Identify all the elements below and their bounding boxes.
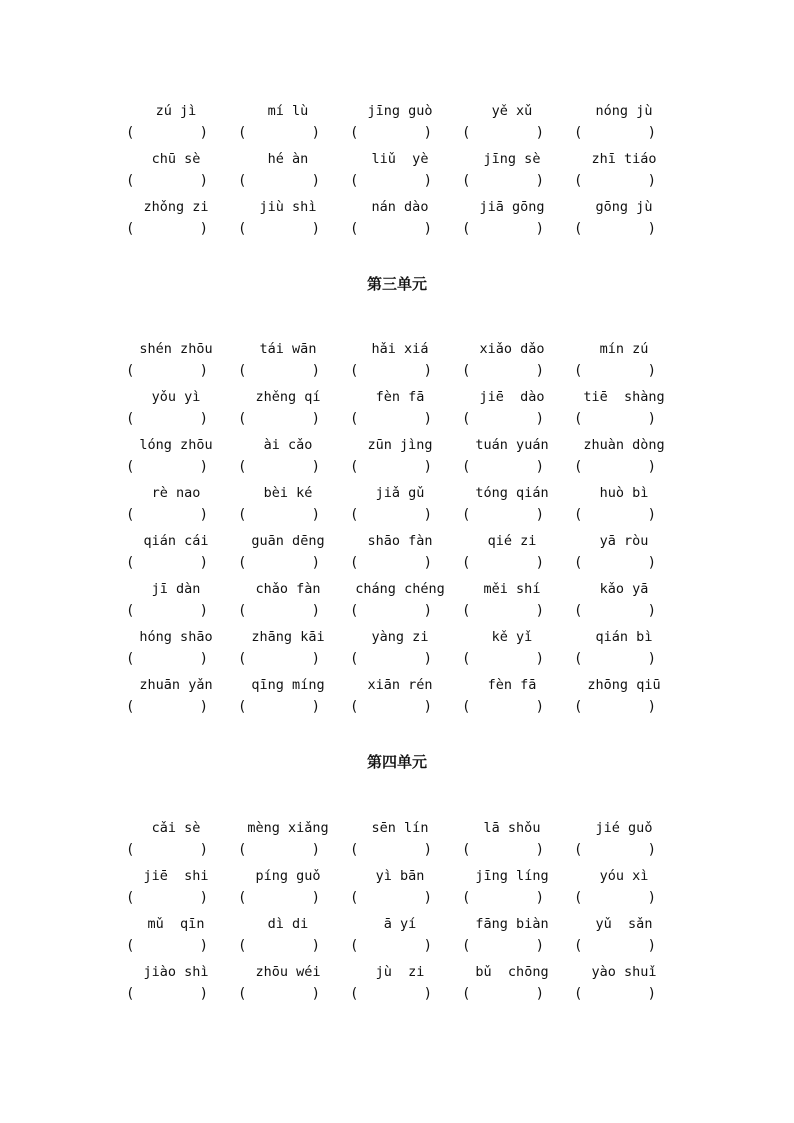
pinyin-item [344,867,456,915]
pinyin-item [344,436,456,484]
answer-blank[interactable]: ( ) [350,842,432,858]
pinyin-text: yǒu yì [151,389,201,405]
pinyin-item [232,436,344,484]
pinyin-item [568,963,680,1011]
pinyin-item [568,867,680,915]
pinyin-item [456,484,568,532]
answer-blank[interactable]: ( ) [238,173,320,189]
pinyin-item [344,580,456,628]
pinyin-item [456,150,568,198]
answer-blank[interactable]: ( ) [574,555,656,571]
pinyin-item [120,915,232,963]
pinyin-item [344,676,456,724]
answer-blank[interactable]: ( ) [126,363,208,379]
pinyin-text: mǔ qīn [147,916,205,932]
pinyin-row [120,102,668,150]
pinyin-item [120,676,232,724]
unit-4-heading: 第四单元 [366,753,427,771]
answer-blank[interactable]: ( ) [462,890,544,906]
pinyin-text: huò bì [599,485,649,501]
answer-blank[interactable]: ( ) [126,173,208,189]
answer-blank[interactable]: ( ) [126,603,208,619]
pinyin-text: bèi ké [263,485,313,501]
pinyin-row [120,628,668,676]
answer-blank[interactable]: ( ) [462,363,544,379]
pinyin-item [232,532,344,580]
pinyin-text: fèn fā [375,389,425,405]
pinyin-text: lóng zhōu [139,437,213,453]
pinyin-item [344,102,456,150]
answer-blank[interactable]: ( ) [350,459,432,475]
answer-blank[interactable]: ( ) [126,699,208,715]
answer-blank[interactable]: ( ) [126,125,208,141]
pinyin-text: ā yí [383,916,417,932]
answer-blank[interactable]: ( ) [126,459,208,475]
pinyin-item [344,628,456,676]
pinyin-text: jī dàn [151,581,201,597]
pinyin-text: lā shǒu [483,820,541,836]
pinyin-text: chū sè [151,151,201,167]
answer-blank[interactable]: ( ) [350,986,432,1002]
pinyin-text: hǎi xiá [371,341,429,357]
answer-blank[interactable]: ( ) [462,555,544,571]
pinyin-text: zú jì [155,103,197,119]
pinyin-item [344,198,456,246]
answer-blank[interactable]: ( ) [574,699,656,715]
pinyin-item [232,484,344,532]
answer-blank[interactable]: ( ) [350,938,432,954]
pinyin-text: gōng jù [595,199,653,215]
pinyin-text: yàng zi [371,629,429,645]
pinyin-item [344,819,456,867]
pinyin-text: jiē shi [143,868,209,884]
pinyin-text: zhuān yǎn [139,677,213,693]
pinyin-item [568,484,680,532]
answer-blank[interactable]: ( ) [238,651,320,667]
answer-blank[interactable]: ( ) [126,411,208,427]
answer-blank[interactable]: ( ) [574,603,656,619]
answer-blank[interactable]: ( ) [350,890,432,906]
pinyin-text: mèng xiǎng [247,820,329,836]
pinyin-item [344,532,456,580]
pinyin-item [568,150,680,198]
answer-blank[interactable]: ( ) [574,173,656,189]
pinyin-item [120,819,232,867]
pinyin-item [344,963,456,1011]
answer-blank[interactable]: ( ) [350,699,432,715]
pinyin-text: yào shuǐ [591,964,657,980]
answer-blank[interactable]: ( ) [238,842,320,858]
answer-blank[interactable]: ( ) [462,603,544,619]
answer-blank[interactable]: ( ) [238,459,320,475]
pinyin-text: yǔ sǎn [595,916,653,932]
pinyin-item [120,102,232,150]
pinyin-text: chǎo fàn [255,581,321,597]
pinyin-row [120,150,668,198]
pinyin-text: qián cái [143,533,209,549]
pinyin-text: shāo fàn [367,533,433,549]
pinyin-text: hóng shāo [139,629,213,645]
answer-blank[interactable]: ( ) [238,221,320,237]
pinyin-text: bǔ chōng [475,964,549,980]
pinyin-item [568,436,680,484]
answer-blank[interactable]: ( ) [574,507,656,523]
pinyin-item [568,198,680,246]
pinyin-item [120,484,232,532]
pinyin-item [456,388,568,436]
pinyin-item [456,963,568,1011]
answer-blank[interactable]: ( ) [350,651,432,667]
answer-blank[interactable]: ( ) [574,890,656,906]
answer-blank[interactable]: ( ) [350,411,432,427]
pinyin-text: cǎi sè [151,820,201,836]
pinyin-row [120,676,668,724]
pinyin-text: tuán yuán [475,437,549,453]
pinyin-text: měi shí [483,581,541,597]
pinyin-item [232,676,344,724]
pinyin-text: nán dào [371,199,429,215]
pinyin-item [232,388,344,436]
pinyin-text: zhōu wéi [255,964,321,980]
pinyin-text: rè nao [151,485,201,501]
pinyin-item [120,963,232,1011]
answer-blank[interactable]: ( ) [574,651,656,667]
pinyin-item [232,628,344,676]
pinyin-item [456,628,568,676]
pinyin-item [120,198,232,246]
pinyin-item [120,867,232,915]
pinyin-text: jié guǒ [595,820,653,836]
answer-blank[interactable]: ( ) [126,651,208,667]
pinyin-row [120,484,668,532]
pinyin-text: zhāng kāi [251,629,325,645]
pinyin-text: jīng líng [475,868,549,884]
answer-blank[interactable]: ( ) [462,938,544,954]
pinyin-item [568,102,680,150]
answer-blank[interactable]: ( ) [350,603,432,619]
pinyin-text: kǎo yā [599,581,649,597]
pinyin-item [456,340,568,388]
answer-blank[interactable]: ( ) [126,842,208,858]
pinyin-text: liǔ yè [371,151,429,167]
pinyin-item [120,388,232,436]
pinyin-item [568,388,680,436]
pinyin-item [568,580,680,628]
unit-3-heading: 第三单元 [366,275,427,293]
pinyin-text: guān dēng [251,533,325,549]
answer-blank[interactable]: ( ) [574,363,656,379]
pinyin-text: jiē dào [479,389,545,405]
pinyin-item [232,867,344,915]
pinyin-item [120,340,232,388]
pinyin-text: jiǎ gǔ [375,485,425,501]
pinyin-text: zhǒng zi [143,199,209,215]
pinyin-item [456,915,568,963]
pinyin-text: zhī tiáo [591,151,657,167]
pinyin-item [232,150,344,198]
answer-blank[interactable]: ( ) [574,125,656,141]
answer-blank[interactable]: ( ) [574,986,656,1002]
answer-blank[interactable]: ( ) [350,173,432,189]
answer-blank[interactable]: ( ) [238,986,320,1002]
answer-blank[interactable]: ( ) [462,986,544,1002]
pinyin-item [232,340,344,388]
answer-blank[interactable]: ( ) [462,699,544,715]
answer-blank[interactable]: ( ) [350,555,432,571]
answer-blank[interactable]: ( ) [238,890,320,906]
answer-blank[interactable]: ( ) [126,221,208,237]
answer-blank[interactable]: ( ) [126,555,208,571]
answer-blank[interactable]: ( ) [126,507,208,523]
answer-blank[interactable]: ( ) [126,890,208,906]
pinyin-item [120,532,232,580]
pinyin-text: fāng biàn [475,916,549,932]
answer-blank[interactable]: ( ) [462,221,544,237]
pinyin-text: yóu xì [599,868,649,884]
pinyin-text: jù zi [375,964,425,980]
answer-blank[interactable]: ( ) [462,411,544,427]
pinyin-text: mí lù [267,103,309,119]
pinyin-text: zūn jìng [367,437,433,453]
pinyin-text: sēn lín [371,820,429,836]
pinyin-item [456,436,568,484]
answer-blank[interactable]: ( ) [462,651,544,667]
pinyin-item [232,580,344,628]
pinyin-text: fèn fā [487,677,537,693]
answer-blank[interactable]: ( ) [462,507,544,523]
pinyin-text: jiào shì [143,964,209,980]
pinyin-row [120,915,668,963]
answer-blank[interactable]: ( ) [238,363,320,379]
pinyin-item [344,484,456,532]
pinyin-row [120,340,668,388]
pinyin-text: yā ròu [599,533,649,549]
pinyin-item [232,198,344,246]
answer-blank[interactable]: ( ) [238,938,320,954]
answer-blank[interactable]: ( ) [238,603,320,619]
answer-blank[interactable]: ( ) [574,459,656,475]
answer-blank[interactable]: ( ) [238,507,320,523]
pinyin-text: qián bì [595,629,653,645]
answer-blank[interactable]: ( ) [126,938,208,954]
pinyin-row [120,198,668,246]
answer-blank[interactable]: ( ) [574,411,656,427]
answer-blank[interactable]: ( ) [462,842,544,858]
pinyin-text: shén zhōu [139,341,213,357]
pinyin-row [120,388,668,436]
pinyin-text: píng guǒ [255,868,321,884]
pinyin-text: jīng guò [367,103,433,119]
pinyin-text: jīng sè [483,151,541,167]
pinyin-item [568,819,680,867]
pinyin-item [456,867,568,915]
pinyin-item [568,915,680,963]
pinyin-item [456,819,568,867]
pinyin-text: ài cǎo [263,437,313,453]
pinyin-text: zhōng qiū [587,677,661,693]
answer-blank[interactable]: ( ) [126,986,208,1002]
answer-blank[interactable]: ( ) [238,411,320,427]
pinyin-text: yì bān [375,868,425,884]
pinyin-row [120,532,668,580]
pinyin-text: cháng chéng [355,581,445,597]
pinyin-item [568,532,680,580]
pinyin-text: xiān rén [367,677,433,693]
section-2-grid [120,340,668,724]
pinyin-item [120,436,232,484]
answer-blank[interactable]: ( ) [238,555,320,571]
answer-blank[interactable]: ( ) [350,363,432,379]
pinyin-text: nóng jù [595,103,653,119]
pinyin-text: tiē shàng [583,389,665,405]
pinyin-item [456,676,568,724]
pinyin-text: zhěng qí [255,389,321,405]
pinyin-row [120,580,668,628]
pinyin-row [120,819,668,867]
answer-blank[interactable]: ( ) [350,221,432,237]
pinyin-item [456,102,568,150]
pinyin-item [568,676,680,724]
pinyin-text: zhuàn dòng [583,437,665,453]
pinyin-item [344,340,456,388]
section-3-grid [120,819,668,1011]
pinyin-item [232,963,344,1011]
pinyin-text: qié zi [487,533,537,549]
answer-blank[interactable]: ( ) [238,125,320,141]
pinyin-item [456,532,568,580]
section-1-grid [120,102,668,246]
pinyin-text: jiā gōng [479,199,545,215]
pinyin-row [120,436,668,484]
pinyin-item [120,628,232,676]
pinyin-item [344,915,456,963]
pinyin-text: hé àn [267,151,309,167]
pinyin-text: xiǎo dǎo [479,341,545,357]
pinyin-item [456,198,568,246]
pinyin-item [568,628,680,676]
pinyin-item [232,915,344,963]
pinyin-text: dì di [267,916,309,932]
answer-blank[interactable]: ( ) [574,842,656,858]
answer-blank[interactable]: ( ) [574,938,656,954]
answer-blank[interactable]: ( ) [350,125,432,141]
answer-blank[interactable]: ( ) [350,507,432,523]
pinyin-text: mín zú [599,341,649,357]
pinyin-item [120,580,232,628]
pinyin-row [120,867,668,915]
pinyin-item [232,819,344,867]
pinyin-item [456,580,568,628]
pinyin-text: yě xǔ [491,103,533,119]
pinyin-text: qīng míng [251,677,325,693]
pinyin-item [568,340,680,388]
answer-blank[interactable]: ( ) [574,221,656,237]
pinyin-item [232,102,344,150]
pinyin-text: tái wān [259,341,317,357]
answer-blank[interactable]: ( ) [462,173,544,189]
pinyin-item [344,150,456,198]
pinyin-row [120,963,668,1011]
pinyin-text: jiù shì [259,199,317,215]
pinyin-item [344,388,456,436]
pinyin-item [120,150,232,198]
pinyin-text: tóng qián [475,485,549,501]
answer-blank[interactable]: ( ) [462,459,544,475]
pinyin-text: kě yǐ [491,629,533,645]
answer-blank[interactable]: ( ) [238,699,320,715]
answer-blank[interactable]: ( ) [462,125,544,141]
